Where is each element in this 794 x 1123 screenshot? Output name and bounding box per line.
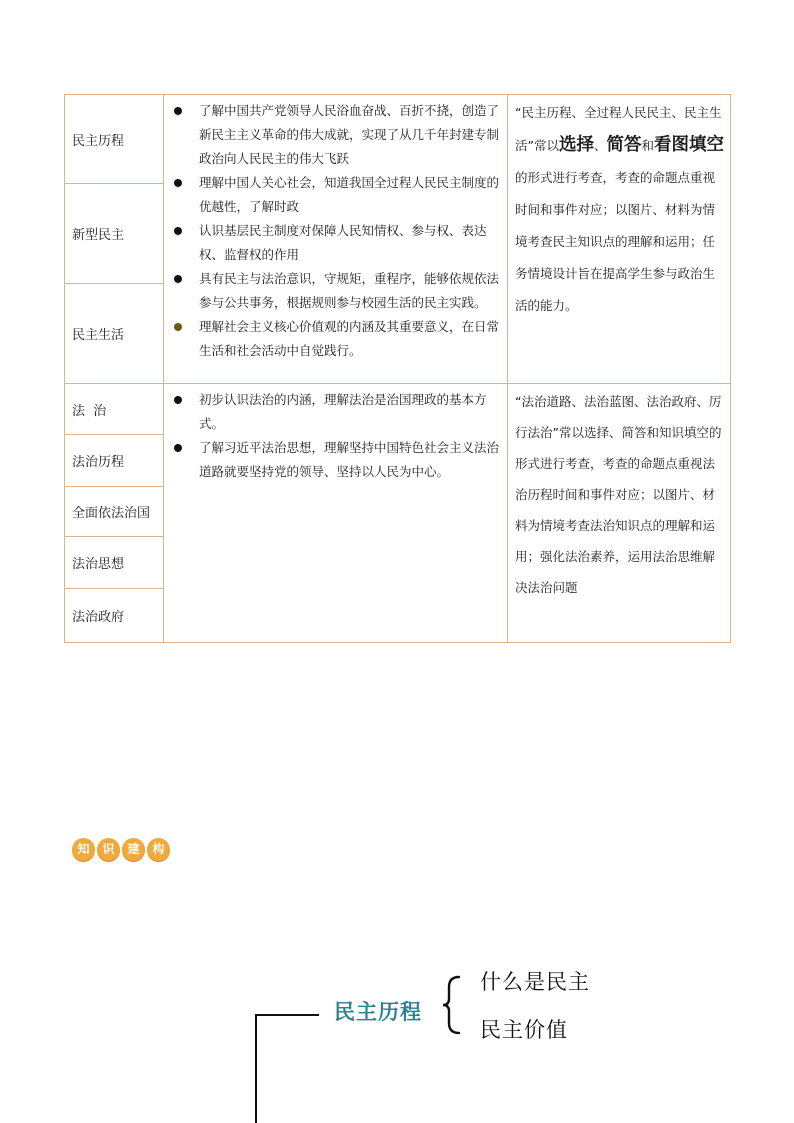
badge-char: 识 (97, 838, 120, 861)
topic-label: 全面依法治国 (72, 506, 151, 521)
mindmap-trunk (255, 1014, 257, 1123)
topic-cell (65, 284, 164, 384)
mindmap-connector (255, 1014, 319, 1016)
topic-cell (65, 435, 164, 487)
requirement-item: 理解社会主义核心价值观的内涵及其重要意义，在日常生活和社会活动中自觉践行。 (172, 315, 501, 363)
topic-cell (65, 589, 164, 643)
requirement-item: 初步认识法治的内涵，理解法治是治国理政的基本方式。 (172, 388, 501, 436)
topic-label: 新型民主 (72, 228, 125, 243)
bullet-icon (174, 323, 182, 331)
requirement-item: 了解中国共产党领导人民浴血奋战、百折不挠，创造了新民主主义革命的伟大成就，实现了从几千年封建专制政治向人民民主的伟大飞跃 (172, 99, 501, 171)
exam-note: “法治道路、法治蓝图、法治政府、厉行法治”常以选择、简答和知识填空的形式进行考查，考查的命题点重视法治历程时间和事件对应；以图片、材料为情境考查法治知识点的理解和运用；强化法治素养，运用法治思维解决法治问题 (515, 394, 722, 595)
topic-cell (65, 487, 164, 537)
topic-label: 法治历程 (72, 455, 125, 470)
requirement-item: 认识基层民主制度对保障人民知情权、参与权、表达权、监督权的作用 (172, 219, 501, 267)
topic-label: 民主生活 (72, 328, 125, 343)
exam-note: “民主历程、全过程人民民主、民主生活”常以选择、简答和看图填空的形式进行考查，考查的命题点重视时间和事件对应；以图片、材料为情境考查民主知识点的理解和运用；任务情境设计旨在提高学生参与政治生活的能力。 (515, 105, 725, 313)
badge-char: 构 (147, 838, 170, 861)
mindmap-child: 民主价值 (480, 1018, 568, 1042)
topic-cell (65, 95, 164, 184)
bullet-icon (174, 275, 182, 283)
curly-brace-icon (441, 975, 463, 1035)
topic-cell (65, 537, 164, 589)
topic-cell (65, 184, 164, 284)
section-badge (72, 838, 170, 861)
topic-label: 法治政府 (72, 610, 125, 625)
requirements-cell (164, 384, 508, 643)
standards-table (64, 94, 731, 643)
badge-char: 知 (72, 838, 95, 861)
bullet-icon (174, 107, 182, 115)
bullet-icon (174, 444, 182, 452)
exam-notes-cell (508, 95, 731, 384)
topic-label: 民主历程 (72, 133, 125, 149)
topic-cell (65, 384, 164, 435)
mindmap-node: 民主历程 (334, 1000, 422, 1024)
badge-char: 建 (122, 838, 145, 861)
topic-label: 法治思想 (72, 557, 125, 572)
bullet-icon (174, 396, 182, 404)
topic-label: 法 治 (72, 403, 107, 419)
requirement-item: 具有民主与法治意识，守规矩，重程序，能够依规依法参与公共事务，根据规则参与校园生活的民主实践。 (172, 267, 501, 315)
bullet-icon (174, 179, 182, 187)
exam-notes-cell (508, 384, 731, 643)
mindmap-child: 什么是民主 (480, 970, 590, 994)
bullet-icon (174, 227, 182, 235)
requirements-cell (164, 95, 508, 384)
requirement-item: 理解中国人关心社会，知道我国全过程人民民主制度的优越性，了解时政 (172, 171, 501, 219)
requirement-item: 了解习近平法治思想，理解坚持中国特色社会主义法治道路就要坚持党的领导、坚持以人民为中心。 (172, 436, 501, 484)
